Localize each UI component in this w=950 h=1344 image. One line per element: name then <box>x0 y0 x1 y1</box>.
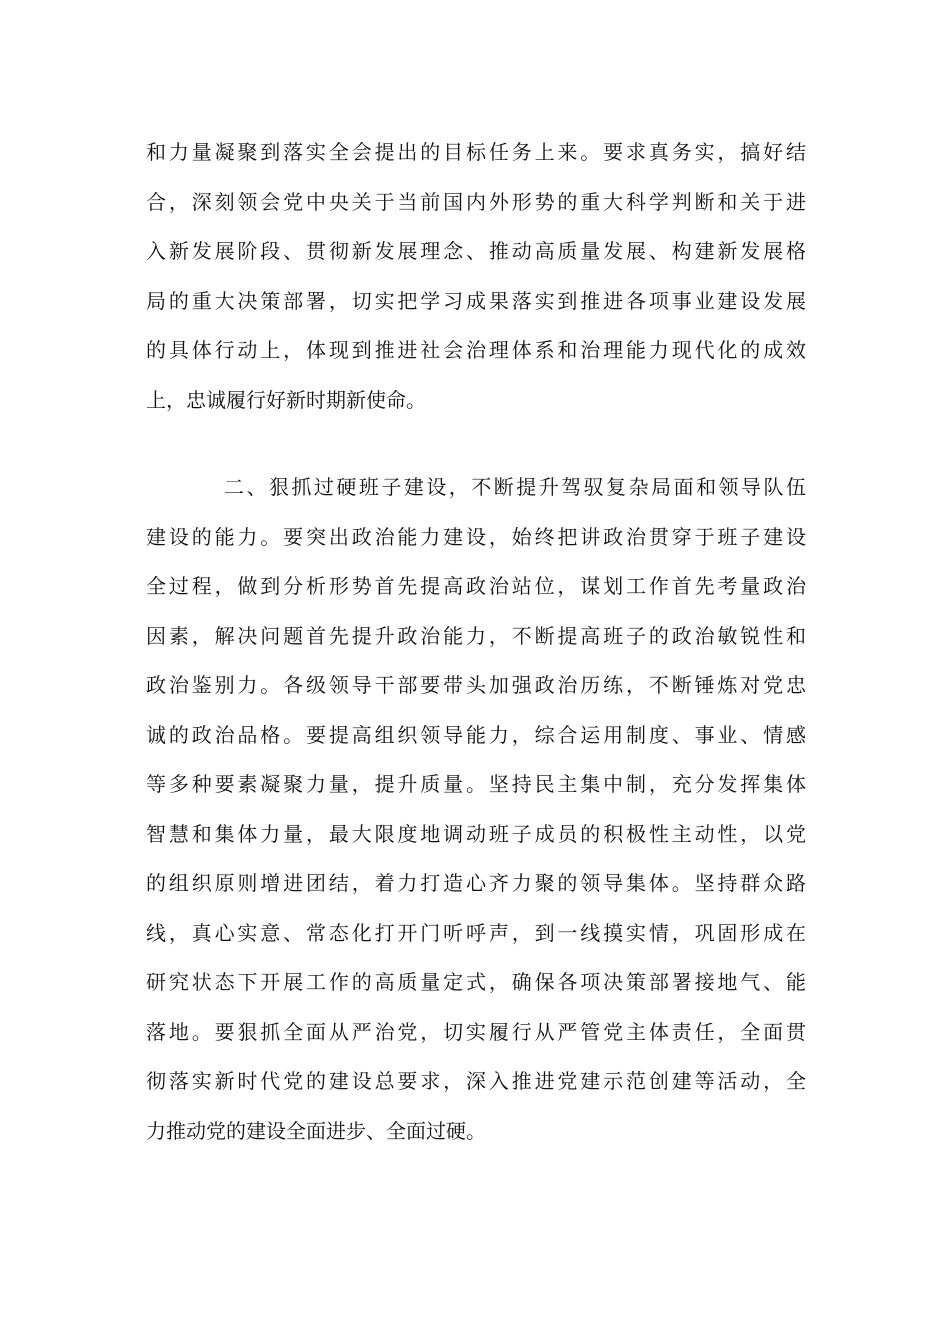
paragraph-line: 的组织原则增进团结，着力打造心齐力聚的领导集体。坚持群众路 <box>146 871 806 895</box>
paragraph-line: 建设的能力。要突出政治能力建设，始终把讲政治贯穿于班子建设 <box>146 524 806 549</box>
paragraph-line: 上，忠诚履行好新时期新使命。 <box>146 387 426 412</box>
paragraph-line: 智慧和集体力量，最大限度地调动班子成员的积极性主动性，以党 <box>146 821 806 846</box>
paragraph-line: 入新发展阶段、贯彻新发展理念、推动高质量发展、构建新发展格 <box>146 239 806 263</box>
paragraph-line: 政治鉴别力。各级领导干部要带头加强政治历练，不断锤炼对党忠 <box>146 673 806 697</box>
paragraph-1 <box>146 128 806 425</box>
paragraph-line: 的具体行动上，体现到推进社会治理体系和治理能力现代化的成效 <box>146 338 806 362</box>
paragraph-line: 合，深刻领会党中央关于当前国内外形势的重大科学判断和关于进 <box>146 189 806 214</box>
paragraph-line: 全过程，做到分析形势首先提高政治站位，谋划工作首先考量政治 <box>146 574 806 598</box>
paragraph-line: 和力量凝聚到落实全会提出的目标任务上来。要求真务实，搞好结 <box>146 140 806 164</box>
paragraph-line: 等多种要素凝聚力量，提升质量。坚持民主集中制，充分发挥集体 <box>146 772 806 796</box>
paragraph-2 <box>146 463 806 1156</box>
paragraph-heading-line: 二、狠抓过硬班子建设，不断提升驾驭复杂局面和领导队伍 <box>224 475 806 499</box>
paragraph-line: 力推动党的建设全面进步、全面过硬。 <box>146 1118 486 1143</box>
paragraph-line: 研究状态下开展工作的高质量定式，确保各项决策部署接地气、能 <box>146 970 806 994</box>
paragraph-line: 局的重大决策部署，切实把学习成果落实到推进各项事业建设发展 <box>146 288 806 313</box>
paragraph-line: 诚的政治品格。要提高组织领导能力，综合运用制度、事业、情感 <box>146 722 806 747</box>
paragraph-line: 彻落实新时代党的建设总要求，深入推进党建示范创建等活动，全 <box>146 1069 806 1093</box>
paragraph-line: 因素，解决问题首先提升政治能力，不断提高班子的政治敏锐性和 <box>146 623 806 648</box>
paragraph-line: 线，真心实意、常态化打开门听呼声，到一线摸实情，巩固形成在 <box>146 920 806 945</box>
paragraph-line: 落地。要狠抓全面从严治党，切实履行从严管党主体责任，全面贯 <box>146 1019 806 1044</box>
